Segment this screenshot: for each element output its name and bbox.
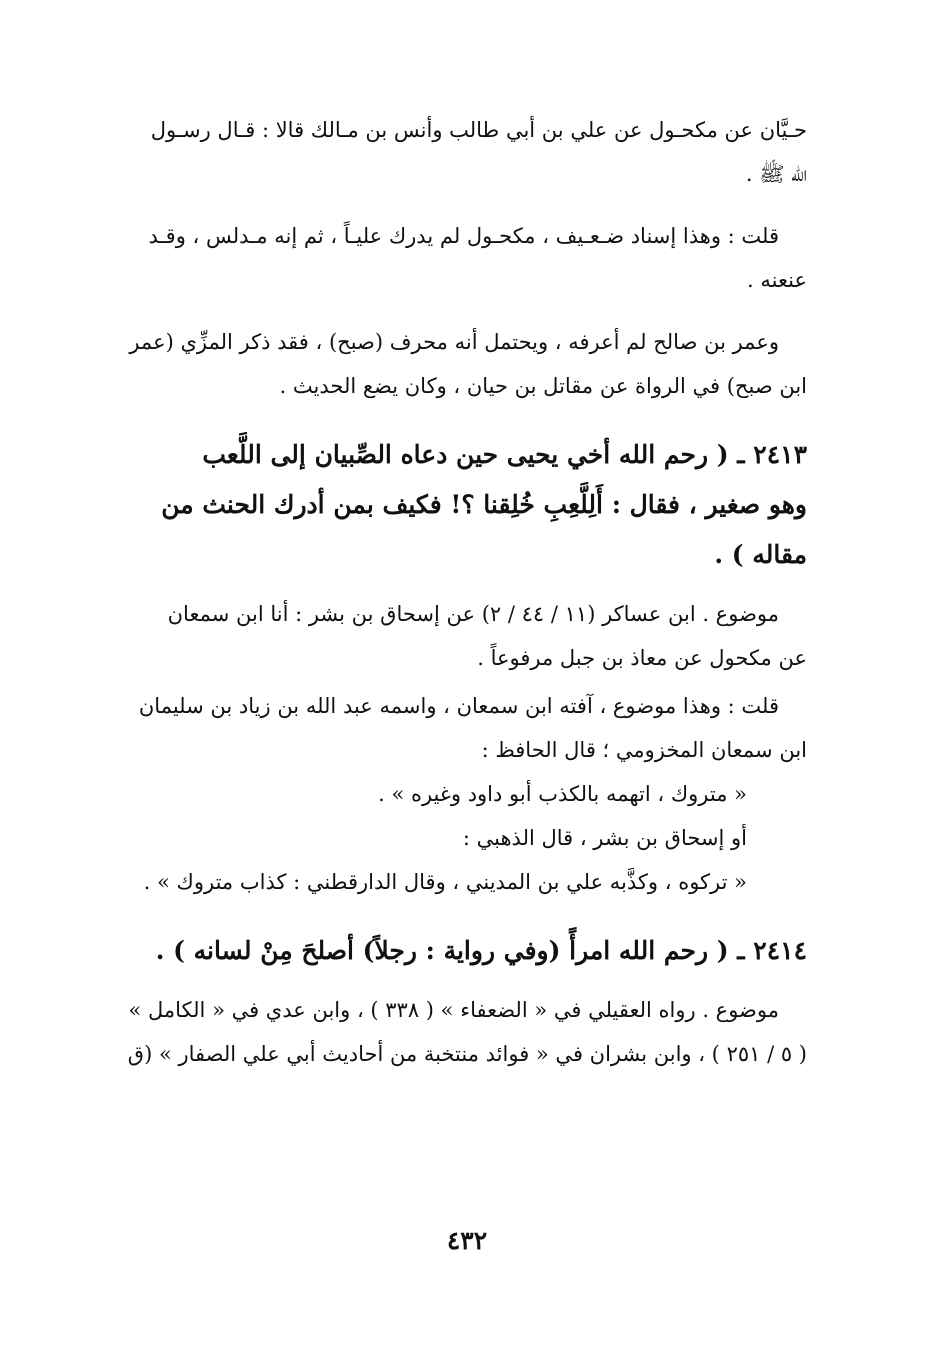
text-line: عنعنه . bbox=[747, 268, 807, 292]
hadith-line: ٢٤١٣ ـ ( رحم الله أخي يحيى حين دعاه الصِّبيان إلى اللَّعب bbox=[202, 440, 807, 469]
page-number: ٤٣٢ bbox=[446, 1226, 488, 1255]
text-line: ابن صبح) في الرواة عن مقاتل بن حيان ، وكان يضع الحديث . bbox=[279, 374, 807, 398]
quote-intro-dhahabi: أو إسحاق بن بشر ، قال الذهبي : bbox=[462, 826, 747, 850]
quote-dhahabi: « تركوه ، وكذَّبه علي بن المديني ، وقال الدارقطني : كذاب متروك » . bbox=[143, 870, 747, 894]
hadith-2414-heading bbox=[62, 926, 807, 976]
text-line: الله ﷺ . bbox=[745, 162, 807, 186]
paragraph-umar-ibn-salih bbox=[62, 320, 807, 408]
text-line: حـيَّان عن مكحـول عن علي بن أبي طالب وأنس بن مـالك قالا : قـال رسـول bbox=[150, 118, 807, 142]
hadith-line: مقاله ) . bbox=[714, 540, 807, 569]
text-line: موضوع . ابن عساكر (١١ / ٤٤ / ٢) عن إسحاق بن بشر : أنا ابن سمعان bbox=[167, 602, 779, 626]
paragraph-ibn-saman bbox=[62, 684, 807, 772]
text-line: ( ٥ / ٢٥١ ) ، وابن بشران في « فوائد منتخبة من أحاديث أبي علي الصفار » (ق bbox=[127, 1042, 807, 1066]
paragraph-weak-isnad bbox=[62, 214, 807, 302]
text-line: عن مكحول عن معاذ بن جبل مرفوعاً . bbox=[477, 646, 807, 670]
text-line: موضوع . رواه العقيلي في « الضعفاء » ( ٣٣٨ ) ، وابن عدي في « الكامل » bbox=[128, 998, 779, 1022]
text-line: وعمر بن صالح لم أعرفه ، ويحتمل أنه محرف (صبح) ، فقد ذكر المزِّي (عمر bbox=[129, 330, 779, 354]
hadith-2413-heading bbox=[62, 430, 807, 580]
hadith-line: وهو صغير ، فقال : أَلِلَّعِبِ خُلِقنا ؟! فكيف بمن أدرك الحنث من bbox=[161, 490, 807, 519]
quote-al-hafiz: « متروك ، اتهمه بالكذب أبو داود وغيره » . bbox=[378, 782, 747, 806]
text-line: قلت : وهذا موضوع ، آفته ابن سمعان ، واسمه عبد الله بن زياد بن سليمان bbox=[138, 694, 779, 718]
page-body bbox=[62, 108, 807, 1076]
text-line: ابن سمعان المخزومي ؛ قال الحافظ : bbox=[481, 738, 807, 762]
hadith-line: ٢٤١٤ ـ ( رحم الله امرأً (وفي رواية : رجلاً) أصلحَ مِنْ لسانه ) . bbox=[155, 936, 807, 965]
paragraph-mawdu-uqayli bbox=[62, 988, 807, 1076]
text-line: قلت : وهذا إسناد ضـعـيف ، مكحـول لم يدرك عليـاً ، ثم إنه مـدلس ، وقـد bbox=[148, 224, 779, 248]
paragraph-isnad-continuation bbox=[62, 108, 807, 196]
paragraph-mawdu-ibn-asakir bbox=[62, 592, 807, 680]
